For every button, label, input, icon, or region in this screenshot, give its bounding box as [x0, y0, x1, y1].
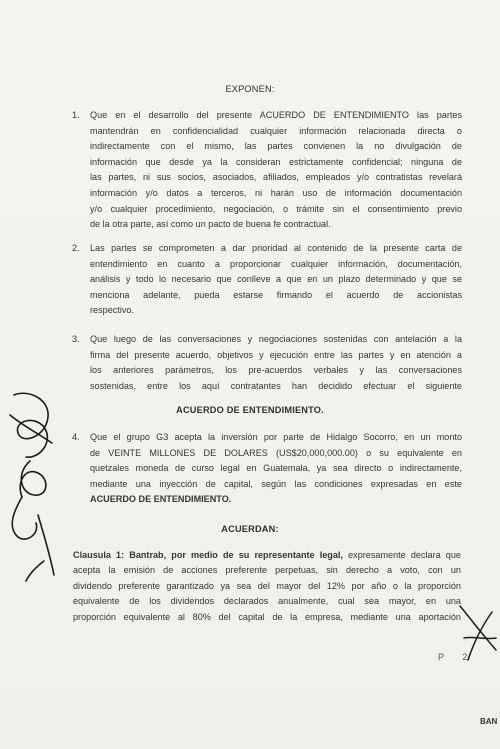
heading-exponen: EXPONEN: — [225, 84, 275, 94]
text-line: de VEINTE MILLONES DE DOLARES (US$20,000,000.00) o su equivalente en — [90, 447, 462, 458]
text-line-bold: ACUERDO DE ENTENDIMIENTO. — [90, 494, 232, 505]
text-line: entendimiento en cuanto a proporcionar cualquier información, documentación, — [90, 258, 462, 269]
text-line: Que en el desarrollo del presente ACUERDO DE ENTENDIMIENTO las partes — [90, 110, 462, 120]
clausula-1 — [73, 548, 461, 625]
text-line: firma del presente acuerdo, objetivos y ejecución entre las partes y en atención a — [90, 349, 462, 360]
text-line: menciona adelante, pueda estarse firmando el acuerdo de accionistas — [90, 289, 462, 300]
text-line: y/o cualquier procedimiento, negociación, o trámite sin el consentimiento previo — [90, 203, 462, 214]
handwritten-margin-mark — [452, 598, 500, 668]
paragraph-1 — [72, 108, 462, 233]
paragraph-3 — [72, 332, 462, 394]
paragraph-number: 1. — [72, 110, 80, 120]
text-line: información que desde ya la consideran estrictamente confidencial; ninguna de — [90, 156, 462, 167]
corner-stamp-text: BAN — [480, 717, 498, 726]
text-line: indirectamente con el mismo, las partes convienen la no divulgación de — [90, 141, 462, 152]
text-line: Que luego de las conversaciones y negociaciones sostenidas con antelación a la — [90, 334, 462, 344]
clause-lead: Clausula 1: Bantrab, por medio de su representante legal, — [73, 550, 343, 560]
paragraph-number: 2. — [72, 243, 80, 253]
clause-first-line — [73, 548, 461, 563]
text-line: información y/o datos a terceros, ni harán uso de información documentación — [90, 187, 462, 198]
text-line: quetzales moneda de curso legal en Guatemala, ya sea directo o indirectamente, — [90, 463, 462, 474]
text-line: las partes, ni sus socios, asociados, afiliados, empleados y/o contratistas revelará — [90, 172, 462, 183]
clause-lead-rest: expresamente declara que — [342, 550, 461, 560]
text-line: equivalente de los dividendos declarados anualmente, cual sea mayor, en una — [73, 596, 461, 607]
paragraph-4 — [72, 430, 462, 508]
page-number: P 2 — [438, 652, 476, 662]
paragraph-number: 4. — [72, 432, 80, 442]
text-line: mediante una inyección de capital, según las condiciones expresadas en este — [90, 478, 462, 489]
text-line: acepta la emisión de acciones preferente perpetuas, sin derecho a voto, con un — [73, 565, 461, 576]
text-line: Las partes se comprometen a dar prioridad al contenido de la presente carta de — [90, 243, 462, 253]
text-line: respectivo. — [90, 305, 134, 316]
text-line: análisis y todo lo necesario que conlleve a que en un plazo determinado y que se — [90, 274, 462, 285]
text-line: mantendrán en confidencialidad cualquier información relacionada directa o — [90, 125, 462, 136]
heading-acuerdan: ACUERDAN: — [221, 524, 279, 534]
text-line: sostenidas, entre los aquí contratantes han decidido efectuar el siguiente — [90, 380, 462, 391]
paragraph-2 — [72, 241, 462, 319]
text-line: los anteriores parámetros, los pre-acuerdos verbales y las conversaciones — [90, 365, 462, 376]
text-line: proporción equivalente al 80% del capital de la empresa, mediante una aportación — [73, 611, 461, 622]
handwritten-initials-signature — [0, 385, 70, 585]
text-line: Que el grupo G3 acepta la inversión por parte de Hidalgo Socorro, en un monto — [90, 432, 462, 442]
paragraph-number: 3. — [72, 334, 80, 344]
text-line: de la otra parte, así como un pacto de buena fe contractual. — [90, 219, 331, 230]
text-line: dividendo preferente garantizado ya sea del mayor del 12% por año o la proporción — [73, 580, 461, 591]
heading-acuerdo-de-entendimiento: ACUERDO DE ENTENDIMIENTO. — [176, 405, 324, 415]
